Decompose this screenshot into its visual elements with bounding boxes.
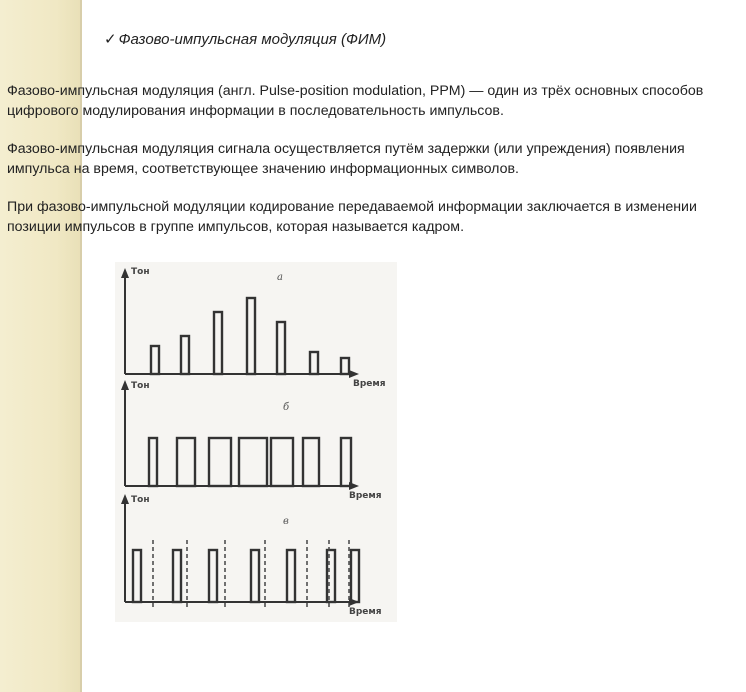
slide-title xyxy=(104,30,386,48)
paragraph-mechanism: Фазово-импульсная модуляция сигнала осуществляется путём задержки (или упреждения) появления импульса на время, соответствующее значению информационных символов. xyxy=(7,141,685,177)
panel-c-ylabel: Тон xyxy=(131,495,150,505)
panel-a xyxy=(121,267,386,389)
panel-c-letter: в xyxy=(283,516,289,527)
paragraph-definition: Фазово-импульсная модуляция (англ. Pulse-position modulation, PPM) — один из трёх основных способов цифрового модулирования информации в последовательность импульсов. xyxy=(7,83,704,119)
ppm-diagram xyxy=(115,262,397,622)
panel-b-pulses xyxy=(149,438,351,486)
panel-c xyxy=(121,494,382,617)
panel-c-xlabel: Время xyxy=(349,607,382,617)
pulse-a-5 xyxy=(277,322,285,374)
panel-c-pulses xyxy=(133,550,359,602)
pulse-b-6 xyxy=(303,438,319,486)
pulse-c-1 xyxy=(133,550,141,602)
panel-b-ylabel: Тон xyxy=(131,381,150,391)
slide-title-text: Фазово-импульсная модуляция (ФИМ) xyxy=(118,31,387,48)
panel-a-ylabel: Тон xyxy=(131,267,150,277)
panel-a-x-arrow-icon xyxy=(349,370,359,378)
pulse-a-4 xyxy=(247,298,255,374)
pulse-a-2 xyxy=(181,336,189,374)
pulse-c-5 xyxy=(287,550,295,602)
pulse-c-6 xyxy=(327,550,335,602)
pulse-b-1 xyxy=(149,438,157,486)
paragraph-encoding: При фазово-импульсной модуляции кодирование передаваемой информации заключается в изменении позиции импульсов в группе импульсов, которая называется кадром. xyxy=(7,199,697,235)
panel-b-y-arrow-icon xyxy=(121,380,129,390)
pulse-c-4 xyxy=(251,550,259,602)
panel-c-y-arrow-icon xyxy=(121,494,129,504)
pulse-b-3 xyxy=(209,438,231,486)
panel-a-xlabel: Время xyxy=(353,379,386,389)
pulse-b-7 xyxy=(341,438,351,486)
ppm-figure xyxy=(115,262,397,622)
pulse-c-7 xyxy=(351,550,359,602)
pulse-c-2 xyxy=(173,550,181,602)
panel-b-letter: б xyxy=(283,402,290,413)
pulse-a-7 xyxy=(341,358,349,374)
pulse-a-6 xyxy=(310,352,318,374)
pulse-a-3 xyxy=(214,312,222,374)
pulse-a-1 xyxy=(151,346,159,374)
panel-b-xlabel: Время xyxy=(349,491,382,501)
panel-b xyxy=(121,380,382,501)
pulse-b-4 xyxy=(239,438,267,486)
checkmark-icon: ✓ xyxy=(104,31,117,48)
panel-a-letter: а xyxy=(277,272,283,283)
panel-a-pulses xyxy=(151,298,349,374)
panel-a-y-arrow-icon xyxy=(121,268,129,278)
pulse-b-5 xyxy=(271,438,293,486)
pulse-c-3 xyxy=(209,550,217,602)
pulse-b-2 xyxy=(177,438,195,486)
